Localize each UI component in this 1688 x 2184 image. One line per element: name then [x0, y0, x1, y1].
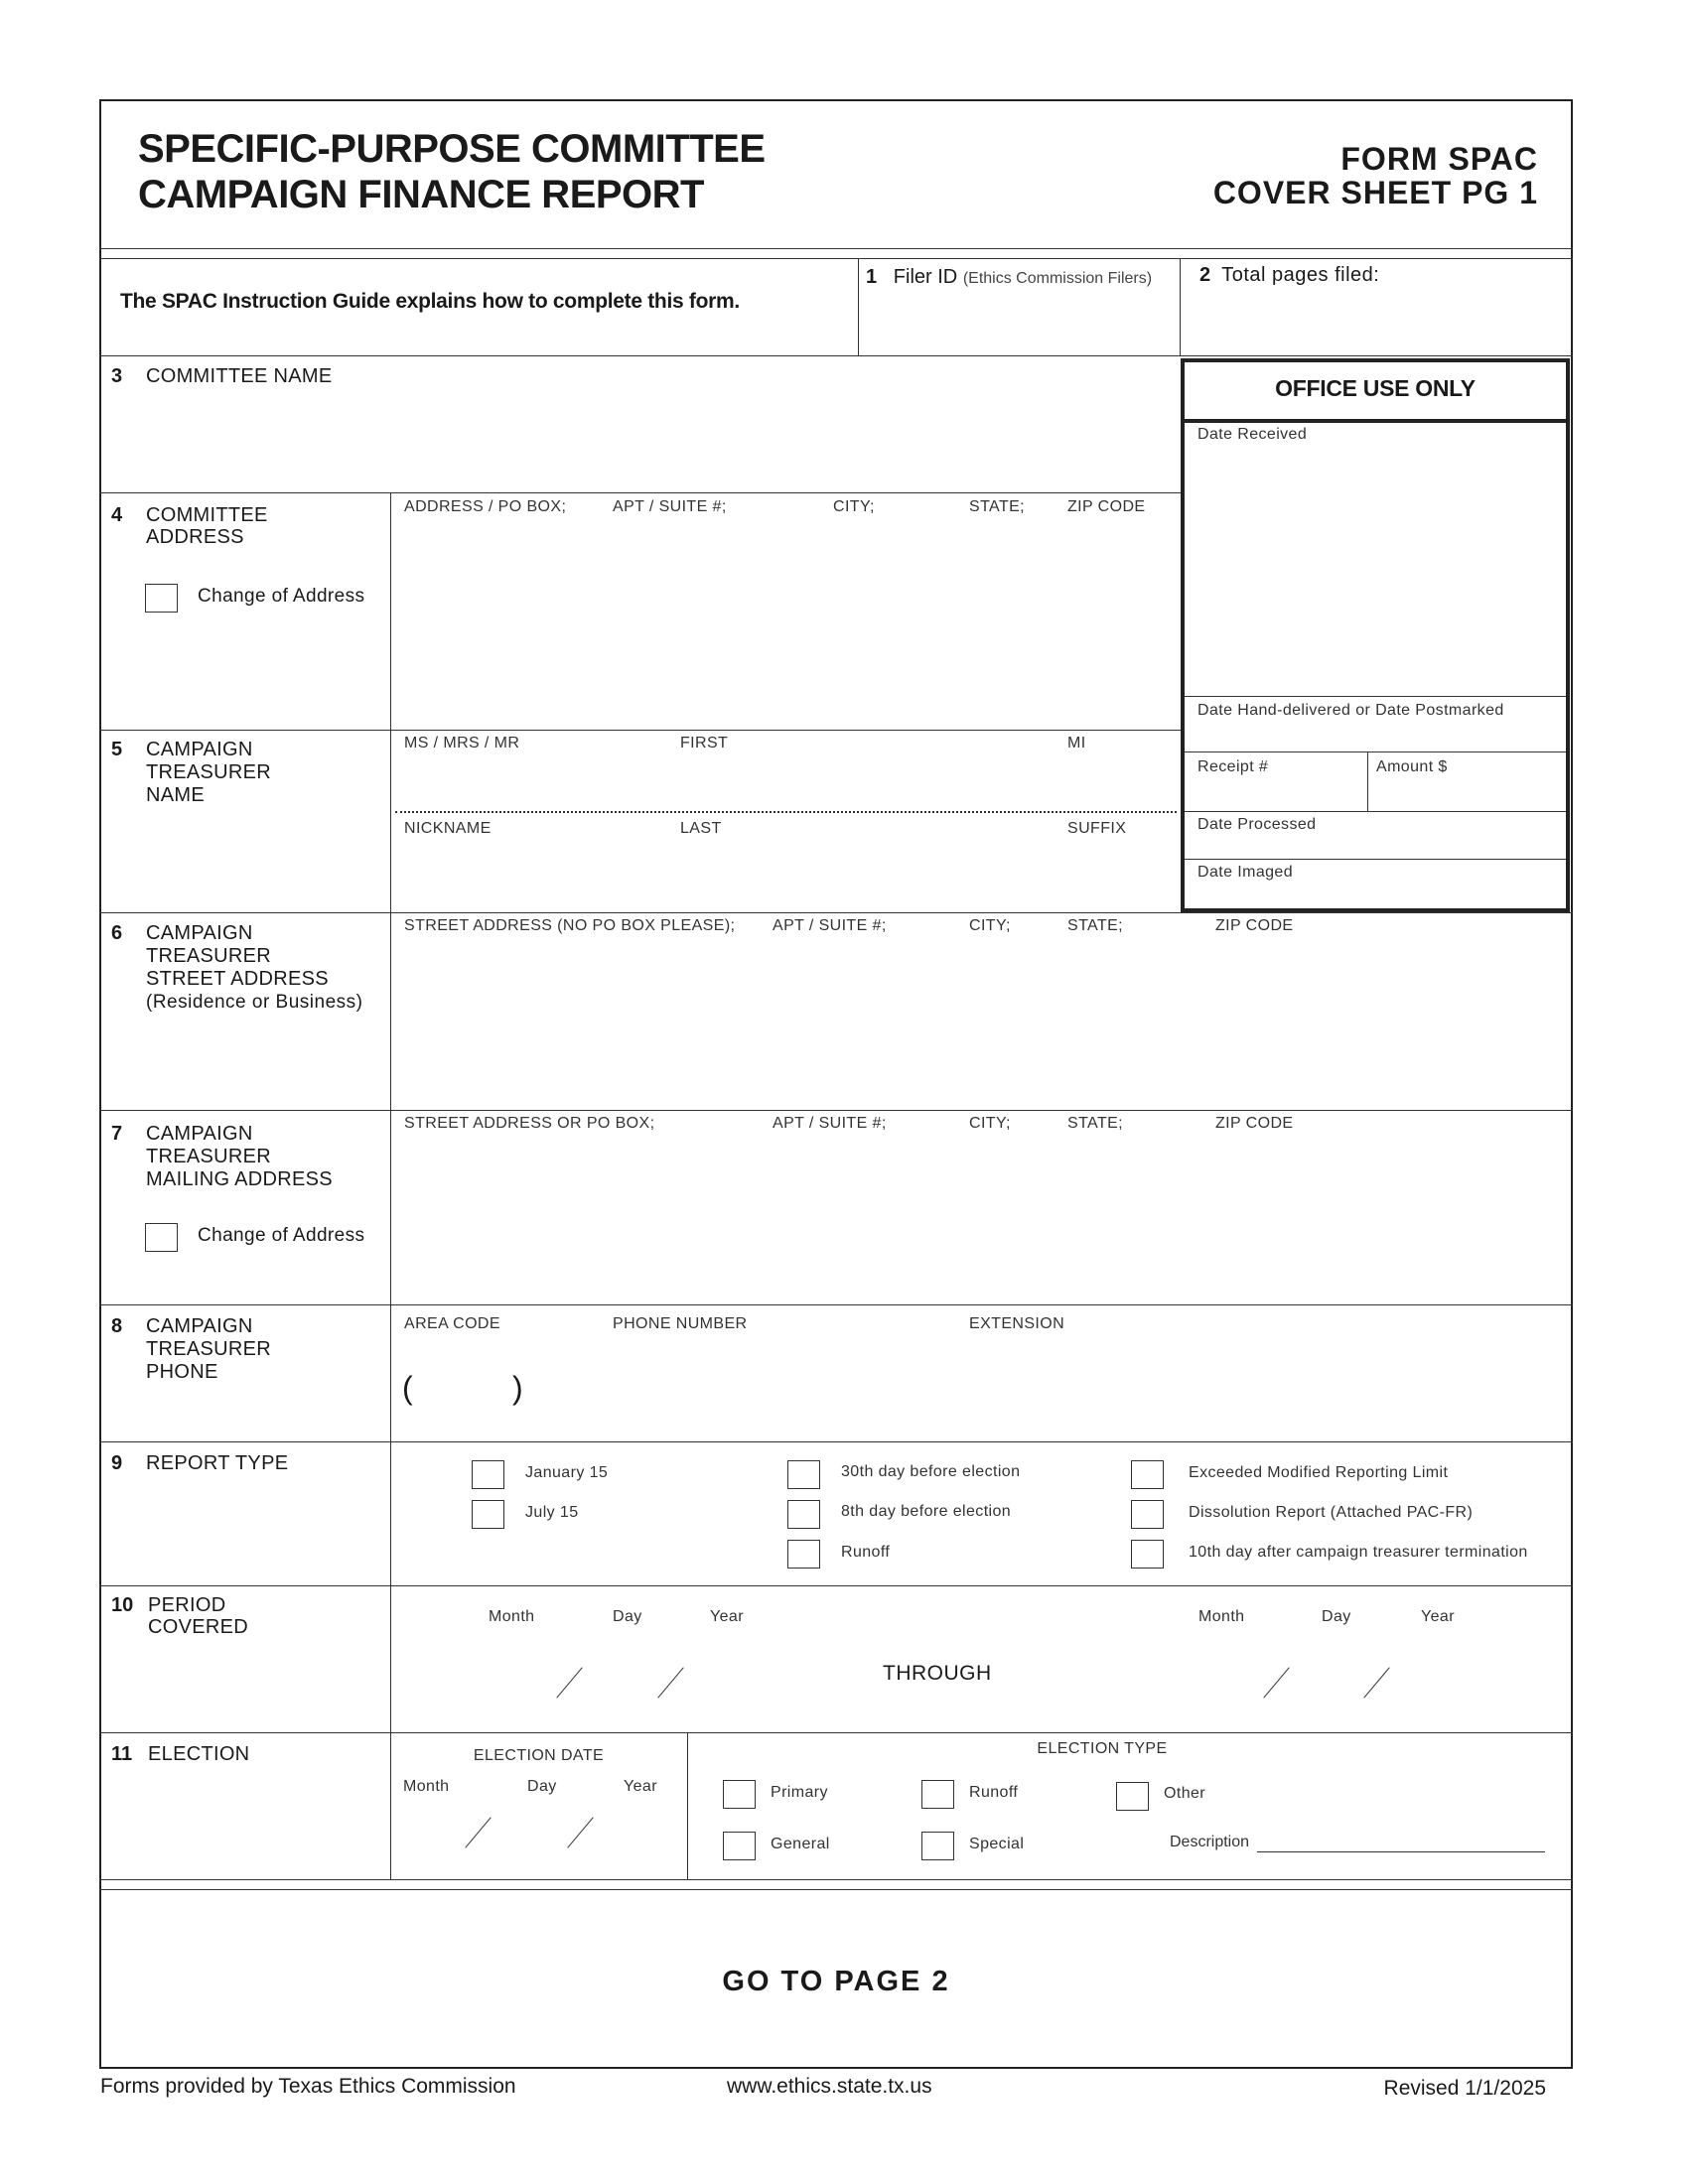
report-option-label: Runoff: [841, 1544, 891, 1561]
report-option-label: July 15: [525, 1504, 579, 1521]
treasurer-mailing-input[interactable]: [397, 1142, 1564, 1296]
period-from-date-input[interactable]: [477, 1643, 765, 1712]
divider: [858, 258, 859, 355]
election-date-title: ELECTION DATE: [473, 1747, 605, 1764]
election-type-title: ELECTION TYPE: [1037, 1740, 1168, 1757]
city-field-label: CITY;: [969, 917, 1011, 934]
report-january-15-checkbox[interactable]: [472, 1460, 504, 1489]
divider: [99, 1110, 1573, 1111]
footer-revised: Revised 1/1/2025: [1383, 2077, 1546, 2100]
apt-field-label: APT / SUITE #;: [773, 917, 887, 934]
date-received-label: Date Received: [1197, 426, 1308, 443]
office-use-title: OFFICE USE ONLY: [1275, 375, 1476, 401]
phone-input[interactable]: [417, 1350, 1559, 1434]
treasurer-street-label: STREET ADDRESS: [146, 968, 329, 990]
committee-name-label: COMMITTEE NAME: [146, 365, 333, 387]
section-number: 9: [111, 1452, 123, 1474]
divider: [1185, 811, 1566, 812]
divider: [1181, 419, 1570, 423]
divider: [99, 1889, 1573, 1890]
treasurer-street-input[interactable]: [397, 943, 1564, 1102]
divider: [1185, 751, 1566, 752]
treasurer-street-label: TREASURER: [146, 945, 272, 967]
divider: [99, 1585, 1573, 1586]
election-other-checkbox[interactable]: [1116, 1782, 1149, 1811]
section-number: 3: [111, 365, 123, 387]
treasurer-phone-label: TREASURER: [146, 1338, 272, 1360]
total-pages-label: Total pages filed:: [1221, 264, 1380, 286]
address-field-label: ADDRESS / PO BOX;: [404, 498, 567, 515]
date-processed-label: Date Processed: [1197, 816, 1317, 833]
period-covered-label: COVERED: [148, 1616, 249, 1638]
election-date-input[interactable]: [397, 1802, 680, 1866]
divider: [99, 355, 1573, 356]
change-of-address-label: Change of Address: [198, 586, 365, 607]
date-imaged-label: Date Imaged: [1197, 864, 1294, 881]
dotted-divider: [395, 811, 1177, 813]
election-day-label: Day: [527, 1778, 557, 1795]
amount-label: Amount $: [1376, 758, 1448, 775]
report-runoff-checkbox[interactable]: [787, 1540, 820, 1569]
last-name-label: LAST: [680, 820, 722, 837]
divider: [99, 1732, 1573, 1733]
state-field-label: STATE;: [1067, 917, 1124, 934]
divider: [1185, 696, 1566, 697]
divider: [99, 730, 1181, 731]
report-option-label: Exceeded Modified Reporting Limit: [1189, 1464, 1449, 1481]
first-name-label: FIRST: [680, 735, 729, 751]
nickname-label: NICKNAME: [404, 820, 492, 837]
report-8th-day-checkbox[interactable]: [787, 1500, 820, 1529]
election-type-label: Runoff: [969, 1784, 1019, 1801]
from-year-label: Year: [710, 1608, 744, 1625]
treasurer-mailing-label: TREASURER: [146, 1146, 272, 1167]
report-option-label: 10th day after campaign treasurer termination: [1189, 1544, 1528, 1561]
period-covered-label: PERIOD: [148, 1594, 226, 1616]
from-month-label: Month: [489, 1608, 535, 1625]
treasurer-name-label: NAME: [146, 784, 205, 806]
city-field-label: CITY;: [969, 1115, 1011, 1132]
period-to-date-input[interactable]: [1187, 1643, 1475, 1712]
committee-address-input[interactable]: [397, 526, 1172, 725]
salutation-label: MS / MRS / MR: [404, 735, 520, 751]
form-title-line2: CAMPAIGN FINANCE REPORT: [138, 173, 704, 216]
form-name: FORM SPAC: [1340, 141, 1538, 177]
report-option-label: 8th day before election: [841, 1503, 1012, 1520]
report-option-label: Dissolution Report (Attached PAC-FR): [1189, 1504, 1474, 1521]
state-field-label: STATE;: [1067, 1115, 1124, 1132]
divider: [99, 492, 1181, 493]
report-30th-day-checkbox[interactable]: [787, 1460, 820, 1489]
treasurer-street-label: CAMPAIGN: [146, 922, 253, 944]
section-number: 4: [111, 504, 123, 526]
divider: [99, 1441, 1573, 1442]
report-option-label: January 15: [525, 1464, 609, 1481]
election-type-label: Primary: [771, 1784, 828, 1801]
divider: [390, 492, 391, 1879]
to-month-label: Month: [1198, 1608, 1245, 1625]
street-field-label: STREET ADDRESS OR PO BOX;: [404, 1115, 655, 1132]
change-of-address-checkbox[interactable]: [145, 584, 178, 613]
apt-field-label: APT / SUITE #;: [773, 1115, 887, 1132]
form-title-line1: SPECIFIC-PURPOSE COMMITTEE: [138, 127, 766, 171]
election-year-label: Year: [624, 1778, 657, 1795]
divider: [99, 912, 1573, 913]
election-runoff-checkbox[interactable]: [921, 1780, 954, 1809]
divider: [1185, 859, 1566, 860]
area-code-label: AREA CODE: [404, 1315, 500, 1332]
filer-id-note: (Ethics Commission Filers): [962, 270, 1153, 287]
divider: [1367, 751, 1368, 811]
total-pages-number: 2: [1199, 264, 1211, 286]
description-input[interactable]: [1257, 1851, 1545, 1852]
phone-number-label: PHONE NUMBER: [613, 1315, 748, 1332]
middle-initial-label: MI: [1067, 735, 1086, 751]
treasurer-mailing-label: MAILING ADDRESS: [146, 1168, 333, 1190]
from-day-label: Day: [613, 1608, 642, 1625]
filer-id-field[interactable]: [866, 266, 1152, 289]
treasurer-mailing-label: CAMPAIGN: [146, 1123, 253, 1145]
divider: [99, 1879, 1573, 1880]
extension-label: EXTENSION: [969, 1315, 1065, 1332]
change-of-address-checkbox[interactable]: [145, 1223, 178, 1252]
treasurer-name-label: CAMPAIGN: [146, 739, 253, 760]
filer-id-number: 1: [866, 266, 878, 288]
report-july-15-checkbox[interactable]: [472, 1500, 504, 1529]
treasurer-name-label: TREASURER: [146, 761, 272, 783]
section-number: 6: [111, 922, 123, 944]
section-number: 7: [111, 1123, 123, 1145]
election-type-label: General: [771, 1836, 830, 1852]
treasurer-phone-label: CAMPAIGN: [146, 1315, 253, 1337]
to-day-label: Day: [1322, 1608, 1351, 1625]
footer-website[interactable]: www.ethics.state.tx.us: [727, 2075, 932, 2098]
divider: [99, 1304, 1573, 1305]
section-number: 10: [111, 1594, 134, 1616]
report-exceeded-limit-checkbox[interactable]: [1131, 1460, 1164, 1489]
divider: [1180, 258, 1181, 355]
to-year-label: Year: [1421, 1608, 1455, 1625]
election-type-label: Special: [969, 1836, 1025, 1852]
total-pages-field[interactable]: [1199, 264, 1379, 287]
treasurer-street-note: (Residence or Business): [146, 992, 363, 1013]
report-dissolution-checkbox[interactable]: [1131, 1500, 1164, 1529]
committee-address-label: ADDRESS: [146, 526, 244, 548]
city-field-label: CITY;: [833, 498, 875, 515]
section-number: 11: [111, 1743, 133, 1765]
election-type-label: Other: [1164, 1785, 1206, 1802]
filer-id-label: Filer ID: [893, 266, 958, 288]
area-code-open-paren: (: [402, 1370, 413, 1406]
footer-provider: Forms provided by Texas Ethics Commission: [100, 2075, 516, 2098]
form-page: COVER SHEET PG 1: [1212, 175, 1538, 210]
zip-field-label: ZIP CODE: [1215, 1115, 1294, 1132]
instruction-text: The SPAC Instruction Guide explains how to complete this form.: [120, 290, 740, 313]
report-type-label: REPORT TYPE: [146, 1452, 289, 1474]
section-number: 5: [111, 739, 123, 760]
date-hand-delivered-label: Date Hand-delivered or Date Postmarked: [1197, 702, 1504, 719]
report-option-label: 30th day before election: [841, 1463, 1021, 1480]
area-code-close-paren: ): [512, 1370, 523, 1406]
election-primary-checkbox[interactable]: [723, 1780, 756, 1809]
zip-field-label: ZIP CODE: [1215, 917, 1294, 934]
election-general-checkbox[interactable]: [723, 1832, 756, 1860]
treasurer-phone-label: PHONE: [146, 1361, 218, 1383]
street-field-label: STREET ADDRESS (NO PO BOX PLEASE);: [404, 917, 736, 934]
suffix-label: SUFFIX: [1067, 820, 1127, 837]
zip-field-label: ZIP CODE: [1067, 498, 1146, 515]
go-to-page-2: GO TO PAGE 2: [722, 1966, 950, 1997]
committee-address-label: COMMITTEE: [146, 504, 268, 526]
receipt-label: Receipt #: [1197, 758, 1269, 775]
section-number: 8: [111, 1315, 123, 1337]
election-month-label: Month: [403, 1778, 450, 1795]
through-label: THROUGH: [883, 1662, 992, 1685]
election-special-checkbox[interactable]: [921, 1832, 954, 1860]
divider: [99, 248, 1573, 249]
change-of-address-label: Change of Address: [198, 1225, 365, 1246]
apt-field-label: APT / SUITE #;: [613, 498, 727, 515]
report-treasurer-termination-checkbox[interactable]: [1131, 1540, 1164, 1569]
divider: [99, 258, 1573, 259]
description-label: Description: [1170, 1834, 1250, 1850]
state-field-label: STATE;: [969, 498, 1026, 515]
election-label: ELECTION: [148, 1743, 250, 1765]
committee-name-input[interactable]: [139, 393, 1172, 487]
